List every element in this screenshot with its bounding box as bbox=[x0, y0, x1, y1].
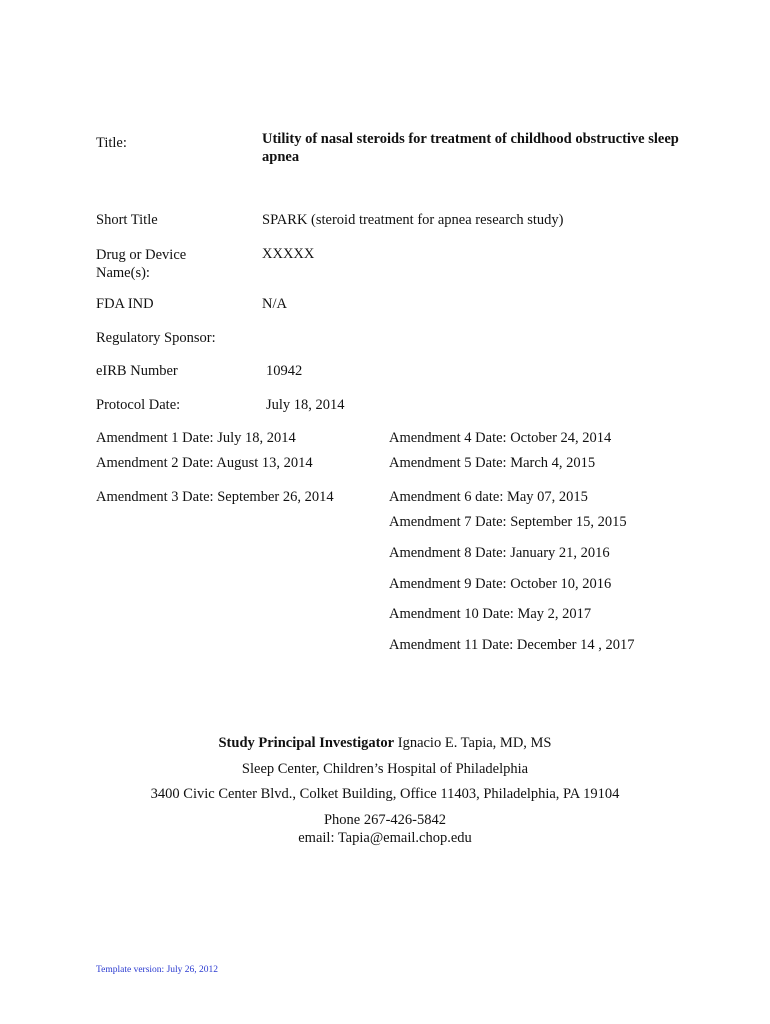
amendment-9: Amendment 9 Date: October 10, 2016 bbox=[389, 576, 612, 592]
investigator-email: email: Tapia@email.chop.edu bbox=[298, 830, 472, 846]
amendment-5: Amendment 5 Date: March 4, 2015 bbox=[389, 455, 596, 471]
short-title-label: Short Title bbox=[96, 212, 158, 228]
fda-label: FDA IND bbox=[96, 296, 154, 312]
eirb-label: eIRB Number bbox=[96, 363, 178, 379]
investigator-phone: Phone 267-426-5842 bbox=[323, 812, 447, 828]
investigator-address: 3400 Civic Center Blvd., Colket Building, Office 11403, Philadelphia, PA 19104 bbox=[150, 786, 620, 802]
template-version: Template version: July 26, 2012 bbox=[96, 965, 219, 975]
amendment-2: Amendment 2 Date: August 13, 2014 bbox=[96, 455, 313, 471]
amendment-4: Amendment 4 Date: October 24, 2014 bbox=[389, 430, 612, 446]
amendment-11: Amendment 11 Date: December 14 , 2017 bbox=[389, 637, 635, 653]
sponsor-label: Regulatory Sponsor: bbox=[96, 330, 216, 346]
amendment-8: Amendment 8 Date: January 21, 2016 bbox=[389, 545, 610, 561]
amendment-3: Amendment 3 Date: September 26, 2014 bbox=[96, 489, 334, 505]
amendment-1: Amendment 1 Date: July 18, 2014 bbox=[96, 430, 296, 446]
amendment-6: Amendment 6 date: May 07, 2015 bbox=[389, 489, 588, 505]
investigator-line bbox=[0, 735, 770, 752]
drug-value: XXXXX bbox=[262, 246, 315, 262]
drug-label: Drug or Device Name(s): bbox=[96, 247, 187, 281]
fda-value: N/A bbox=[262, 296, 287, 312]
investigator-center: Sleep Center, Children’s Hospital of Philadelphia bbox=[241, 761, 529, 777]
amendment-10: Amendment 10 Date: May 2, 2017 bbox=[389, 606, 592, 622]
title-label: Title: bbox=[96, 135, 127, 151]
title-value: Utility of nasal steroids for treatment of childhood obstructive sleep apnea bbox=[262, 131, 679, 165]
amendment-7: Amendment 7 Date: September 15, 2015 bbox=[389, 514, 627, 530]
protocol-date-value: July 18, 2014 bbox=[266, 397, 345, 413]
protocol-date-label: Protocol Date: bbox=[96, 397, 181, 413]
investigator-role-label: Study Principal Investigator bbox=[218, 735, 395, 751]
eirb-value: 10942 bbox=[266, 363, 303, 379]
investigator-name: Ignacio E. Tapia, MD, MS bbox=[394, 735, 552, 751]
short-title-value: SPARK (steroid treatment for apnea research study) bbox=[262, 212, 564, 228]
